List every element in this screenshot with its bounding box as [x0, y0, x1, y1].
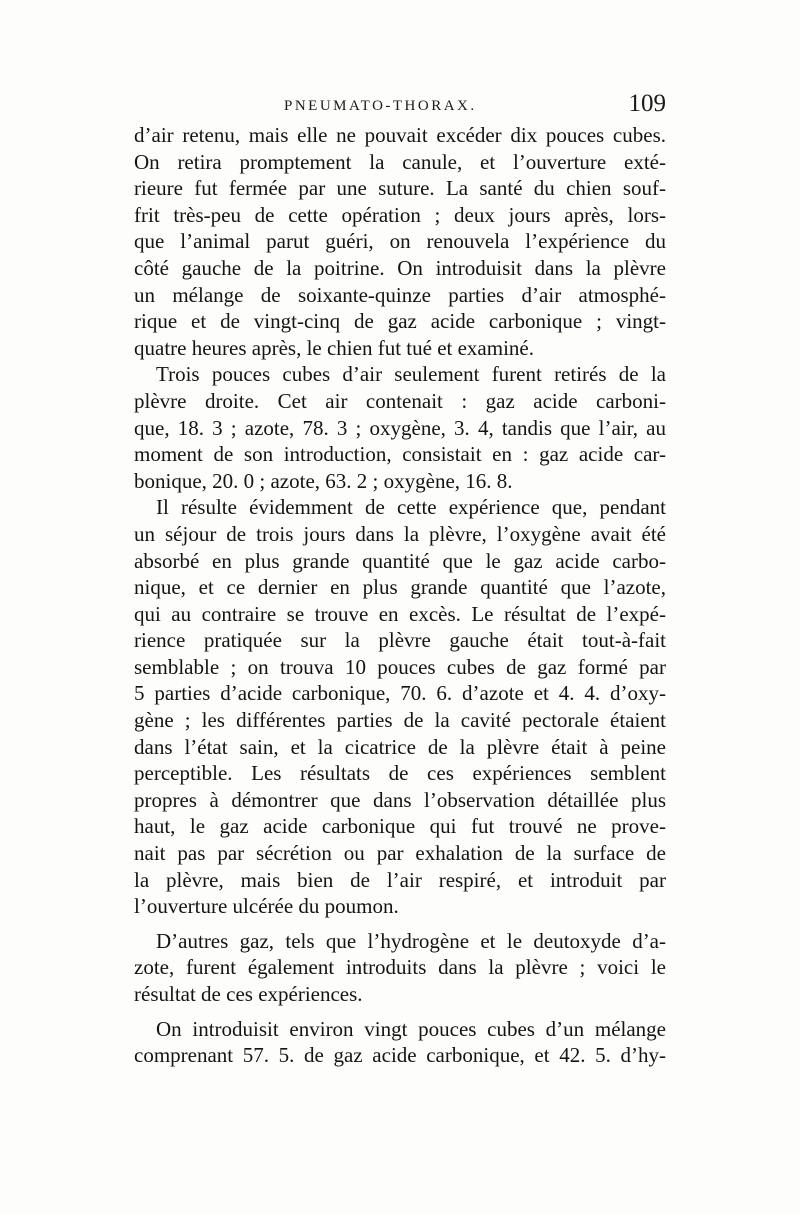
text-line: la plèvre, mais bien de l’air respiré, et introduit par: [134, 867, 666, 892]
text-line: moment de son introduction, consistait en : gaz acide car-: [134, 442, 666, 467]
text-line: absorbé en plus grande quantité que le gaz acide carbo-: [134, 548, 666, 573]
text-line: nique, et ce dernier en plus grande quantité que l’azote,: [134, 575, 666, 600]
text-line: bonique, 20. 0 ; azote, 63. 2 ; oxygène, 16. 8.: [134, 468, 513, 493]
text-line: Trois pouces cubes d’air seulement furent retirés de la: [156, 362, 666, 387]
text-line: que l’animal parut guéri, on renouvela l’expérience du: [134, 229, 666, 254]
paragraph-spacer: [134, 1008, 666, 1016]
text-line: Il résulte évidemment de cette expérience que, pendant: [156, 495, 666, 520]
text-line: frit très-peu de cette opération ; deux jours après, lors-: [134, 202, 666, 227]
text-line: côté gauche de la poitrine. On introduisit dans la plèvre: [134, 255, 666, 280]
text-line: gène ; les différentes parties de la cavité pectorale étaient: [134, 708, 666, 733]
text-line: un mélange de soixante-quinze parties d’air atmosphé-: [134, 282, 666, 307]
running-title: PNEUMATO-THORAX.: [284, 98, 477, 114]
text-line: d’air retenu, mais elle ne pouvait excéder dix pouces cubes.: [134, 123, 666, 147]
paragraph-3: [134, 494, 666, 920]
paragraph-spacer: [134, 920, 666, 928]
text-line: plèvre droite. Cet air contenait : gaz acide carboni-: [134, 388, 666, 413]
page-header: [134, 92, 666, 124]
paragraph-4: [134, 928, 666, 1008]
text-line: qui au contraire se trouve en excès. Le résultat de l’expé-: [134, 601, 666, 626]
text-line: nait pas par sécrétion ou par exhalation de la surface de: [134, 841, 666, 866]
text-line: D’autres gaz, tels que l’hydrogène et le deutoxyde d’a-: [156, 928, 666, 953]
text-line: dans l’état sain, et la cicatrice de la plèvre était à peine: [134, 734, 666, 759]
text-line: résultat de ces expériences.: [134, 982, 363, 1006]
text-line: zote, furent également introduits dans la plèvre ; voici le: [134, 955, 666, 980]
paragraph-5: [134, 1016, 666, 1069]
text-line: comprenant 57. 5. de gaz acide carbonique, et 42. 5. d’hy-: [134, 1043, 666, 1068]
text-line: quatre heures après, le chien fut tué et examiné.: [134, 335, 534, 360]
text-line: propres à démontrer que dans l’observation détaillée plus: [134, 787, 666, 812]
text-line: que, 18. 3 ; azote, 78. 3 ; oxygène, 3. 4, tandis que l’air, au: [134, 415, 666, 440]
text-line: 5 parties d’acide carbonique, 70. 6. d’azote et 4. 4. d’oxy-: [134, 681, 666, 706]
text-line: rience pratiquée sur la plèvre gauche était tout-à-fait: [134, 628, 666, 653]
text-line: On retira promptement la canule, et l’ouverture exté-: [134, 149, 666, 174]
text-line: un séjour de trois jours dans la plèvre, l’oxygène avait été: [134, 521, 666, 546]
text-line: On introduisit environ vingt pouces cubes d’un mélange: [156, 1016, 666, 1041]
page-number: 109: [628, 90, 666, 117]
text-line: rieure fut fermée par une suture. La santé du chien souf-: [134, 176, 666, 201]
text-line: semblable ; on trouva 10 pouces cubes de gaz formé par: [134, 654, 666, 679]
text-line: perceptible. Les résultats de ces expériences semblent: [134, 761, 666, 786]
text-line: l’ouverture ulcérée du poumon.: [134, 894, 399, 919]
paragraph-2: [134, 361, 666, 494]
body-text: [134, 122, 666, 1069]
paragraph-1: [134, 122, 666, 361]
text-line: haut, le gaz acide carbonique qui fut trouvé ne prove-: [134, 814, 666, 839]
text-line: rique et de vingt-cinq de gaz acide carbonique ; vingt-: [134, 309, 666, 334]
